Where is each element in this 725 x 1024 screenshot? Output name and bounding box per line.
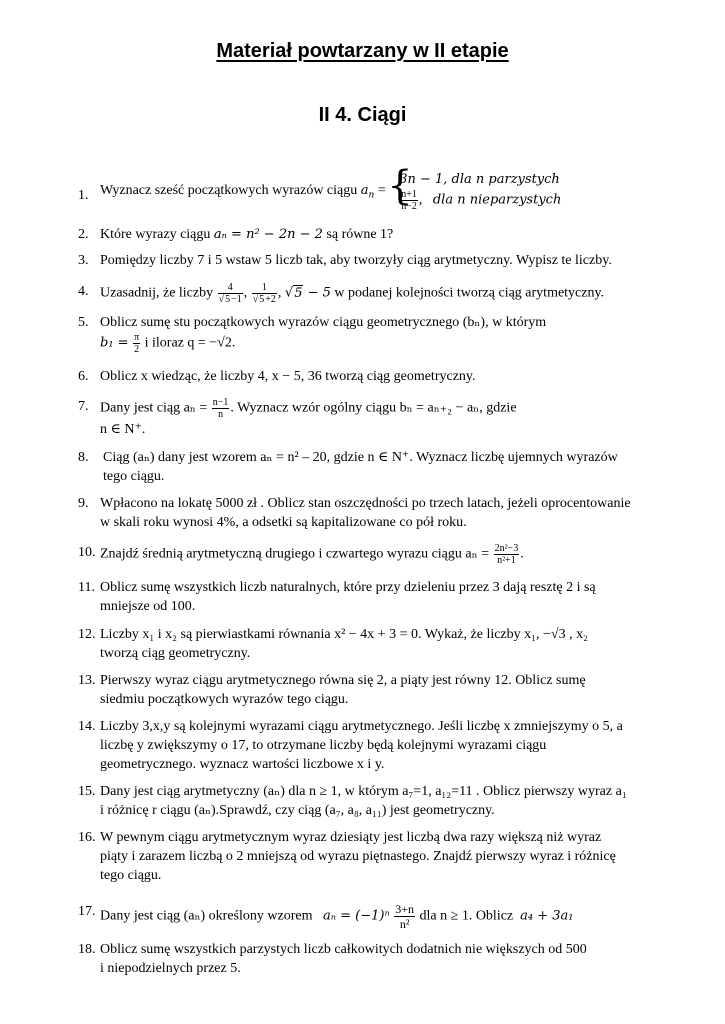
exercise-number: 7.	[78, 399, 89, 414]
formula: a₄ + 3a₁	[520, 908, 574, 924]
exercise-3	[78, 251, 658, 270]
exercise-number: 5.	[78, 315, 89, 330]
page-title: Materiał powtarzany w II etapie	[216, 40, 509, 62]
exercise-number: 6.	[78, 369, 89, 384]
piecewise-formula: { 3n − 1, dla n parzystych $\frac{n+1}{n-2}$ , dla n nieparzystych	[389, 170, 561, 212]
exercise-number: 10.	[78, 545, 96, 560]
exercise-number: 3.	[78, 253, 89, 268]
exercise-text: Dany jest ciąg (aₙ) określony wzorem	[100, 908, 313, 924]
exercise-2	[78, 225, 658, 244]
exercise-text: Które wyrazy ciągu	[100, 227, 211, 242]
exercise-4: 4. Uzasadnij, że liczby $\frac{4}{√5-1}$ , $\frac{1}{√5+2}$ , √5 − 5 w podanej kolejności tworzą ciąg arytmetyczny.	[78, 282, 605, 305]
exercise-number: 8.	[78, 450, 89, 465]
exercise-7: 7. Dany jest ciąg aₙ = $\frac{n-1}{n}$ . Wyznacz wzór ogólny ciągu bₙ = aₙ₊₂ − aₙ, gdzie n ∈ N⁺.	[78, 397, 517, 437]
exercise-12	[78, 625, 658, 663]
exercise-text: Dany jest ciąg arytmetyczny (aₙ) dla n ≥ 1, w którym a₇=1, a₁₂=11 . Oblicz pierwszy wyraz a₁	[100, 784, 627, 799]
formula: aₙ = n² − 2n − 2	[213, 227, 323, 242]
exercise-10: 10. Znajdź średnią arytmetyczną drugiego i czwartego wyrazu ciągu aₙ = $\frac{\text{2n²−3}}{\text{n²+1}}$ .	[78, 543, 524, 566]
exercise-text: Uzasadnij, że liczby	[100, 285, 214, 301]
exercise-number: 15.	[78, 784, 96, 799]
exercise-text: piąty i zarazem liczbą o 2 mniejszą od wyrazu piętnastego. Znajdź pierwszy wyraz i różnicę	[100, 849, 616, 864]
exercise-number: 2.	[78, 227, 89, 242]
exercise-5: 5. Oblicz sumę stu początkowych wyrazów ciągu geometrycznego (bₙ), w którym b₁ = $\frac{\pi}{2}$ i iloraz q = −√2.	[78, 315, 547, 355]
exercise-text: Oblicz sumę wszystkich parzystych liczb całkowitych dodatnich nie większych od 500	[100, 942, 587, 957]
formula: aₙ = (−1)ⁿ	[322, 908, 390, 924]
exercise-text: i iloraz q = −√2.	[144, 335, 236, 351]
case-even: 3n − 1, dla n parzystych	[399, 172, 560, 187]
exercise-text: Dany jest ciąg aₙ =	[100, 400, 208, 416]
exercise-number: 16.	[78, 830, 96, 845]
exercise-11	[78, 578, 658, 616]
exercise-9	[78, 494, 658, 532]
exercise-text: Ciąg (aₙ) dany jest wzorem aₙ = n² – 20, gdzie n ∈ N⁺. Wyznacz liczbę ujemnych wyrazów	[103, 450, 618, 465]
exercise-6	[78, 367, 658, 386]
exercise-18	[78, 940, 658, 978]
exercise-text: Oblicz sumę stu początkowych wyrazów ciągu geometrycznego (bₙ), w którym	[100, 315, 547, 330]
exercise-text: Oblicz x wiedząc, że liczby 4, x − 5, 36 tworzą ciąg geometryczny.	[100, 369, 476, 384]
exercise-text: Wyznacz wzór ogólny ciągu bₙ = aₙ₊₂ − aₙ, gdzie	[237, 400, 517, 416]
exercise-number: 17.	[78, 904, 96, 919]
exercise-text: Liczby x₁ i x₂ są pierwiastkami równania x² − 4x + 3 = 0. Wykaż, że liczby x₁, −√3 , x₂	[100, 627, 588, 642]
exercise-number: 14.	[78, 719, 96, 734]
exercise-text: są równe 1?	[326, 227, 394, 242]
exercise-text: w podanej kolejności tworzą ciąg arytmetyczny.	[334, 285, 605, 301]
exercise-number: 4.	[78, 284, 89, 299]
section-title: II 4. Ciągi	[318, 104, 407, 126]
exercise-text: i różnicę r ciągu (aₙ).Sprawdź, czy ciąg (a₇, a₈, a₁₁) jest geometryczny.	[100, 803, 495, 818]
formula: b₁ =	[100, 335, 129, 351]
exercise-text: Wpłacono na lokatę 5000 zł . Oblicz stan oszczędności po trzech latach, jeżeli oprocentowanie	[100, 496, 631, 511]
exercise-text: dla n ≥ 1. Oblicz	[419, 908, 514, 924]
exercise-text: tego ciągu.	[103, 469, 165, 484]
exercise-13	[78, 671, 658, 709]
exercise-text: W pewnym ciągu arytmetycznym wyraz dziesiąty jest liczbą dwa razy większą niż wyraz	[100, 830, 602, 845]
case-odd: dla n nieparzystych	[432, 192, 562, 208]
exercise-text: Oblicz sumę wszystkich liczb naturalnych, które przy dzieleniu przez 3 dają resztę 2 i są	[100, 580, 596, 595]
exercise-16	[78, 828, 658, 885]
exercise-text: liczbę y zwiększymy o 17, to otrzymane liczby będą kolejnymi wyrazami ciągu	[100, 738, 547, 753]
exercise-15	[78, 782, 658, 820]
exercise-17: 17. Dany jest ciąg (aₙ) określony wzorem aₙ = (−1)ⁿ $\frac{3+n}{\text{n²}}$ dla n ≥ 1. Oblicz a₄ + 3a₁	[78, 902, 574, 931]
exercise-text: Znajdź średnią arytmetyczną drugiego i czwartego wyrazu ciągu aₙ =	[100, 546, 490, 562]
exercise-text: Pomiędzy liczby 7 i 5 wstaw 5 liczb tak, aby tworzyły ciąg arytmetyczny. Wypisz te liczby.	[100, 253, 612, 268]
exercise-14	[78, 717, 658, 774]
exercise-text: i niepodzielnych przez 5.	[100, 961, 241, 976]
exercise-8	[78, 448, 658, 486]
exercise-number: 11.	[78, 580, 95, 595]
exercise-number: 9.	[78, 496, 89, 511]
exercise-number: 13.	[78, 673, 96, 688]
exercise-1: 1. Wyznacz sześć początkowych wyrazów ciągu $a_n$ = { 3n − 1, dla n parzystych $\frac{n+1}{n-2}$ , dla n nieparzystych	[78, 170, 658, 212]
exercise-text: geometrycznego. wyznacz wartości liczbowe x i y.	[100, 757, 385, 772]
exercise-text: Wyznacz sześć początkowych wyrazów ciągu	[100, 183, 358, 199]
exercise-number: 1.	[78, 188, 89, 203]
exercise-number: 12.	[78, 627, 96, 642]
exercise-number: 18.	[78, 942, 96, 957]
exercise-text: Pierwszy wyraz ciągu arytmetycznego równa się 2, a piąty jest równy 12. Oblicz sumę	[100, 673, 586, 688]
exercise-text: tego ciągu.	[100, 868, 162, 883]
exercise-text: siedmiu początkowych wyrazów tego ciągu.	[100, 692, 349, 707]
exercise-text: tworzą ciąg geometryczny.	[100, 646, 251, 661]
exercise-text: n ∈ N⁺.	[100, 422, 146, 437]
exercise-text: mniejsze od 100.	[100, 599, 196, 614]
exercise-text: Liczby 3,x,y są kolejnymi wyrazami ciągu arytmetycznego. Jeśli liczbę x zmniejszymy o 5, a	[100, 719, 623, 734]
exercise-text: w skali roku wynosi 4%, a odsetki są kapitalizowane co pół roku.	[100, 515, 467, 530]
